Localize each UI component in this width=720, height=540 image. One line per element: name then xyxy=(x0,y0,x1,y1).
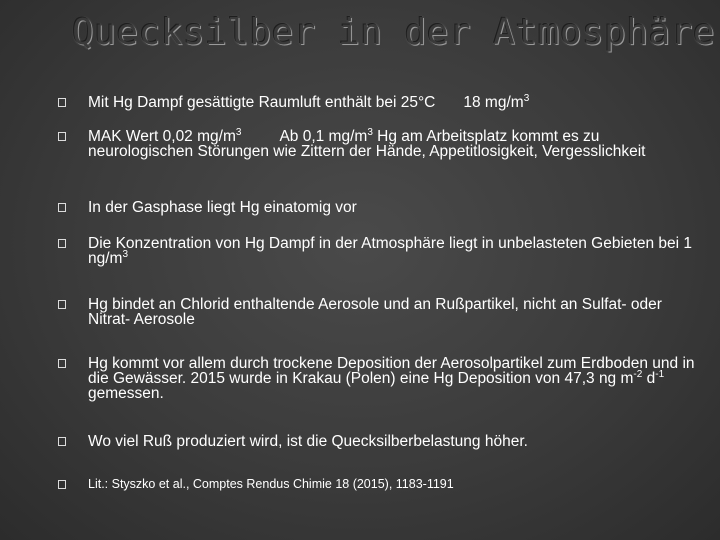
bullet-marker-icon xyxy=(58,300,66,309)
bullet-text: In der Gasphase liegt Hg einatomig vor xyxy=(88,199,357,216)
slide-title: Quecksilber in der Atmosphäre xyxy=(72,12,716,53)
reference-text: Lit.: Styszko et al., Comptes Rendus Chimie 18 (2015), 1183-1191 xyxy=(88,477,454,491)
bullet-marker-icon xyxy=(58,239,66,248)
bullet-marker-icon xyxy=(58,437,66,446)
bullet-text: Die Konzentration von Hg Dampf in der Atmosphäre liegt in unbelasteten Gebieten bei 1 $ng/m^3$ xyxy=(88,235,693,267)
bullet-text: Hg kommt vor allem durch trockene Deposition der Aerosolpartikel zum Erdboden und in die Gewässer. 2015 wurde in Krakau (Polen) eine Hg Deposition von 47,3 ng $m^{-2}$ $d^{-1}$ gemessen. xyxy=(88,355,695,402)
bullet-marker-icon xyxy=(58,203,66,212)
bullet-marker-icon xyxy=(58,98,66,107)
bullet-text: Mit Hg Dampf gesättigte Raumluft enthält bei 25°C 18 $mg/m^3$ xyxy=(88,92,530,111)
bullet-marker-icon xyxy=(58,480,66,489)
bullet-text: Wo viel Ruß produziert wird, ist die Quecksilberbelastung höher. xyxy=(88,433,528,450)
bullet-text: Hg bindet an Chlorid enthaltende Aerosole und an Rußpartikel, nicht an Sulfat- oder Nitrat- Aerosole xyxy=(88,296,662,328)
bullet-marker-icon xyxy=(58,132,66,141)
bullet-text: MAK Wert 0,02 $mg/m^3$ Ab 0,1 $mg/m^3$ Hg am Arbeitsplatz kommt es zu neurologischen Störungen wie Zittern der Hände, Appetitlosigkeit, Vergesslichkeit xyxy=(88,126,646,160)
bullet-marker-icon xyxy=(58,359,66,368)
